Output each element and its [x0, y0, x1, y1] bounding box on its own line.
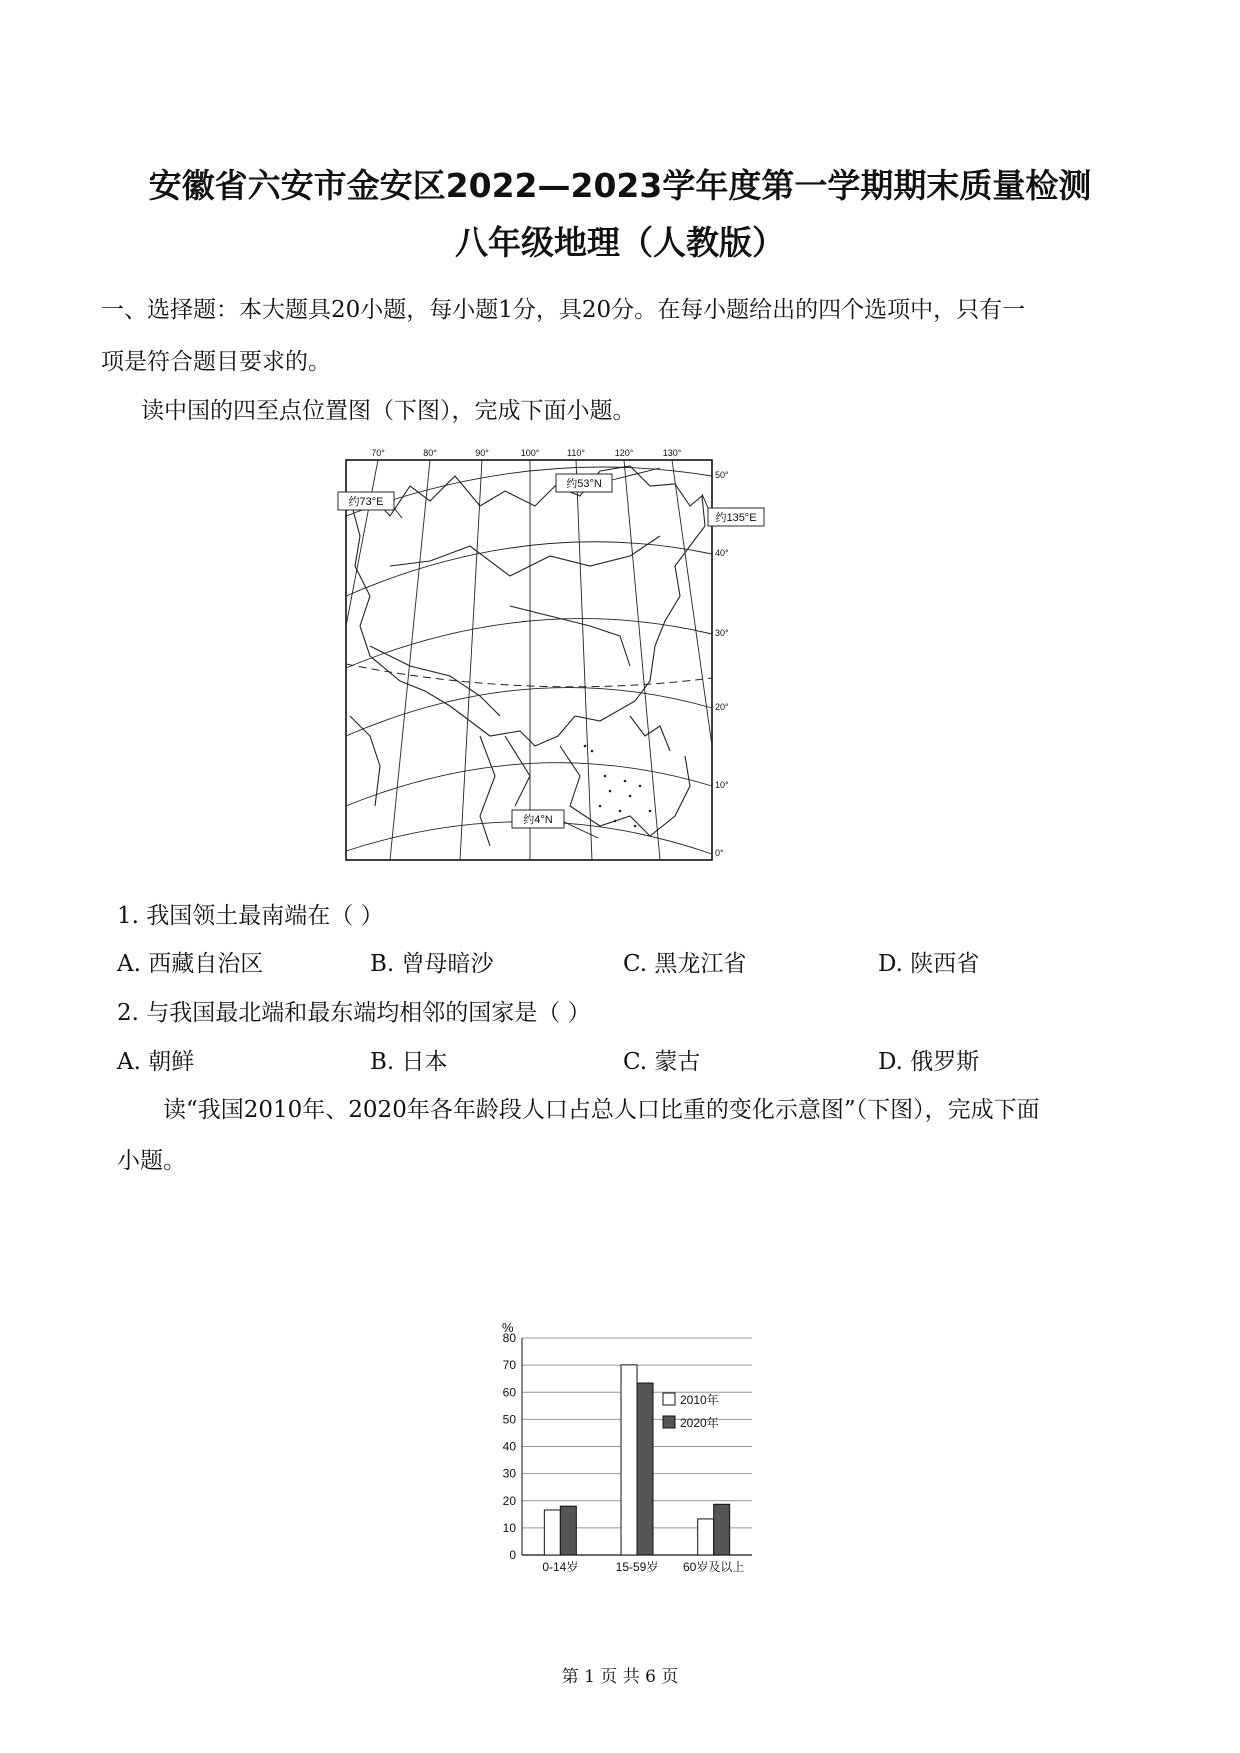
y-tick-label: 50	[502, 1412, 516, 1427]
lon-label: 90°	[475, 448, 489, 458]
page-footer: 第 1 页 共 6 页	[561, 1667, 679, 1687]
legend-swatch-2010	[663, 1393, 675, 1405]
question-1-stem: 1. 我国领土最南端在（ ）	[117, 903, 384, 929]
x-tick-label: 60岁及以上	[682, 1560, 745, 1574]
map-frame	[346, 460, 712, 860]
question-2-option-c[interactable]: C. 蒙古	[623, 1049, 701, 1075]
legend-label-2010: 2010年	[680, 1393, 719, 1407]
y-tick-label: 60	[502, 1385, 516, 1400]
lat-label: 50°	[715, 470, 729, 480]
question-1-option-a[interactable]: A. 西藏自治区	[117, 951, 264, 977]
lat-label: 30°	[715, 628, 729, 638]
callout-north: 约53°N	[566, 478, 602, 490]
y-tick-label: 10	[502, 1520, 516, 1535]
chart-intro-cont: 小题。	[117, 1148, 186, 1174]
y-tick-label: 20	[502, 1493, 516, 1508]
y-tick-label: 80	[502, 1331, 516, 1345]
lon-label: 100°	[520, 448, 540, 458]
question-2-stem: 2. 与我国最北端和最东端均相邻的国家是（ ）	[117, 1000, 591, 1026]
exam-subtitle: 八年级地理（人教版）	[455, 223, 785, 262]
callout-south: 约4°N	[523, 814, 553, 826]
lon-label: 70°	[371, 448, 385, 458]
callout-west: 约73°E	[348, 496, 384, 508]
bar-2020年-0-14岁	[560, 1506, 576, 1555]
legend-swatch-2020	[663, 1416, 675, 1428]
lat-label: 10°	[715, 780, 729, 790]
lat-label: 20°	[715, 702, 729, 712]
section-heading-cont: 项是符合题目要求的。	[101, 349, 331, 375]
question-1-option-c[interactable]: C. 黑龙江省	[623, 951, 747, 977]
question-2-option-d[interactable]: D. 俄罗斯	[878, 1049, 980, 1075]
question-2-option-a[interactable]: A. 朝鲜	[117, 1049, 195, 1075]
bar-2010年-0-14岁	[544, 1510, 560, 1555]
legend-label-2020: 2020年	[680, 1416, 719, 1430]
lon-label: 110°	[567, 448, 585, 458]
y-tick-label: 40	[502, 1439, 516, 1454]
y-tick-label: 30	[502, 1466, 516, 1481]
callout-east: 约135°E	[715, 512, 757, 524]
y-axis-unit: %	[502, 1320, 514, 1335]
lon-label: 130°	[662, 448, 682, 458]
section-heading: 一、选择题：本大题具20小题，每小题1分，具20分。在每小题给出的四个选项中，只有一	[101, 297, 1026, 323]
lon-label: 120°	[614, 448, 634, 458]
bar-2010年-15-59岁	[621, 1365, 637, 1555]
y-tick-label: 0	[509, 1548, 516, 1562]
lat-label: 0°	[715, 848, 724, 858]
bar-2020年-60岁及以上	[714, 1504, 730, 1555]
x-tick-label: 0-14岁	[542, 1560, 579, 1574]
x-tick-label: 15-59岁	[615, 1560, 659, 1574]
lat-label: 40°	[715, 548, 729, 558]
lon-label: 80°	[423, 448, 437, 458]
question-1-option-d[interactable]: D. 陕西省	[878, 951, 980, 977]
y-tick-label: 70	[502, 1358, 516, 1373]
question-2-option-b[interactable]: B. 日本	[370, 1049, 448, 1075]
bar-2010年-60岁及以上	[698, 1519, 714, 1555]
bar-2020年-15-59岁	[637, 1383, 653, 1555]
chart-intro: 读“我国2010年、2020年各年龄段人口占总人口比重的变化示意图”（下图），完成下面	[163, 1097, 1040, 1123]
chart-legend	[663, 1392, 719, 1430]
question-1-option-b[interactable]: B. 曾母暗沙	[370, 951, 494, 977]
population-age-chart	[480, 1320, 780, 1575]
map-intro: 读中国的四至点位置图（下图），完成下面小题。	[141, 398, 636, 424]
exam-title: 安徽省六安市金安区2022—2023学年度第一学期期末质量检测	[148, 166, 1092, 205]
china-extreme-points-map	[330, 446, 770, 866]
